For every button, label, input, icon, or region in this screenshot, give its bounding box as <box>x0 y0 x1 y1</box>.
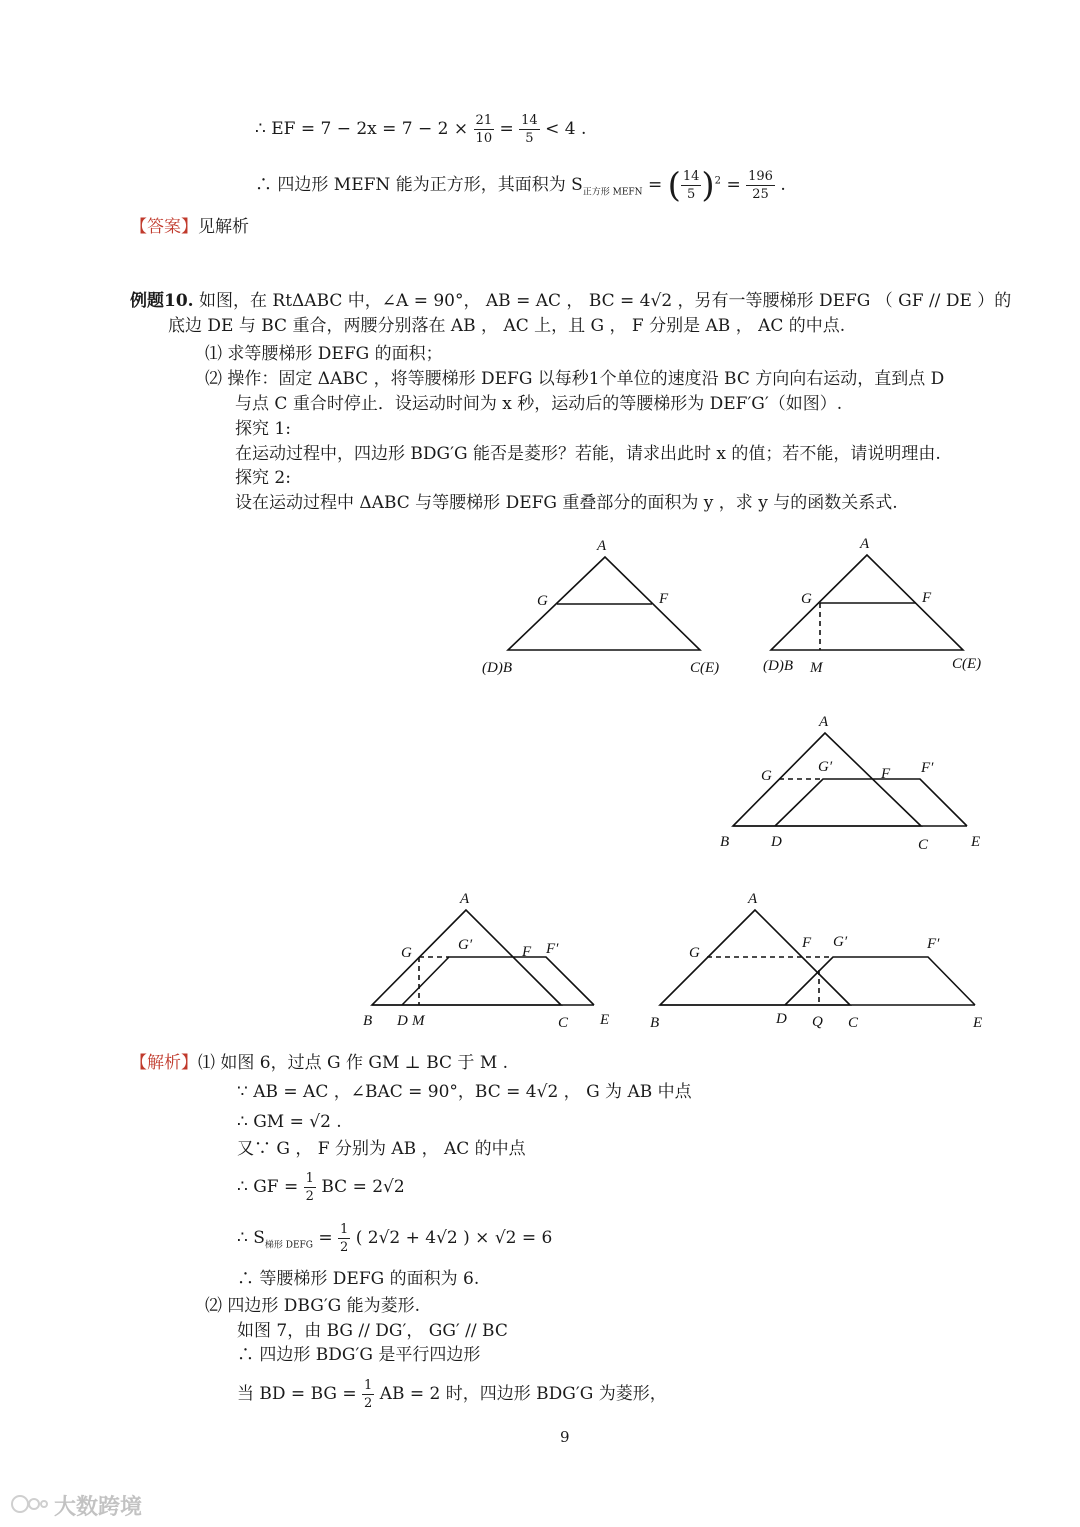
fig2-label-c: C(E) <box>952 656 982 672</box>
fig1-label-a: A <box>597 538 607 554</box>
answer-tag: 【答案】 <box>130 217 198 237</box>
fig4-label-g: G <box>401 945 412 961</box>
fig3-label-b: B <box>720 834 730 850</box>
solution-line-6: ∴ $S_{梯形 DEFG}$ = $\frac{1}{2}$ ( 2√2 + 4√2 ) × √2 = 6 <box>237 1222 553 1255</box>
figure-1 <box>482 538 719 676</box>
prev-square-line: ∴ 四边形 MEFN 能为正方形，其面积为 $S_{正方形 MEFN}$ = ( $\frac{14}{5}$ )$^2$ = $\frac{196}{25}$ . <box>255 165 786 206</box>
page-number: 9 <box>560 1428 570 1446</box>
figure-3 <box>720 714 980 853</box>
fig3-trapezoid <box>775 779 967 826</box>
fig5-label-f2: F′ <box>927 936 940 952</box>
fig2-label-g: G <box>801 591 812 607</box>
solution-line-2: ∵ AB = AC ，∠BAC = 90°，BC = 4√2 ， G 为 AB 中点 <box>237 1082 692 1102</box>
prev-ef-fraction-2: $\frac{14}{5}$ <box>521 113 538 146</box>
watermark-text: 大数跨境 <box>54 1495 143 1520</box>
fig5-trapezoid <box>785 957 975 1005</box>
fig3-label-g2: G′ <box>818 759 833 775</box>
solution-line-4: 又∵ G ， F 分别为 AB ， AC 的中点 <box>237 1139 526 1159</box>
fig5-label-c: C <box>848 1015 859 1031</box>
fig2-label-m: M <box>810 660 823 676</box>
fig5-label-q: Q <box>812 1014 823 1030</box>
answer-text: 见解析 <box>198 217 249 237</box>
fig3-label-a: A <box>819 714 829 730</box>
fig5-label-b: B <box>650 1015 660 1031</box>
fig5-label-a: A <box>748 891 758 907</box>
fig5-label-f: F <box>802 935 812 951</box>
fig4-label-e: E <box>600 1012 610 1028</box>
watermark <box>10 1490 142 1521</box>
solution-line-3: ∴ GM = √2 . <box>237 1112 342 1132</box>
fig4-label-c: C <box>558 1015 569 1031</box>
problem-line-2: 底边 DE 与 BC 重合，两腰分别落在 AB ， AC 上，且 G ， F 分别是 AB ， AC 的中点. <box>168 316 846 336</box>
watermark-logo-icon <box>10 1492 50 1520</box>
figure-2 <box>763 536 981 676</box>
solution-line-5: ∴ GF = $\frac{1}{2}$ BC = 2√2 <box>237 1171 405 1204</box>
fig4-label-b: B <box>363 1013 373 1029</box>
fig1-label-f: F <box>659 591 669 607</box>
fig5-label-g2: G′ <box>833 934 848 950</box>
fig1-label-b: (D)B <box>482 660 512 676</box>
fig4-label-m: M <box>412 1013 425 1029</box>
problem-label: 例题10. <box>130 291 194 311</box>
question-2-line-1: ⑵ 操作：固定 ΔABC ，将等腰梯形 DEFG 以每秒1个单位的速度沿 BC 方向向右运动，直到点 D <box>205 369 945 389</box>
solution-line-10: ∴ 四边形 BDG′G 是平行四边形 <box>237 1345 481 1365</box>
prev-square-fraction: $\frac{14}{5}$ <box>682 169 700 202</box>
figure-4 <box>363 891 609 1031</box>
fig2-label-a: A <box>860 536 870 552</box>
explore-2-title: 探究 2: <box>235 468 291 488</box>
solution-half-fraction-1: $\frac{1}{2}$ <box>305 1171 314 1204</box>
solution-line-9: 如图 7，由 BG // DG′， GG′ // BC <box>237 1321 508 1341</box>
solution-line-8: ⑵ 四边形 DBG′G 能为菱形. <box>205 1296 421 1316</box>
fig5-label-g: G <box>689 945 700 961</box>
fig2-label-f: F <box>922 590 932 606</box>
problem-text-1: 如图，在 RtΔABC 中，∠A = 90°， AB = AC ， BC = 4√2 ，另有一等腰梯形 DEFG （ GF // DE ）的 <box>198 291 1012 311</box>
prev-ef-fraction-1: $\frac{21}{10}$ <box>475 113 493 146</box>
solution-line-11: 当 BD = BG = $\frac{1}{2}$ AB = 2 时，四边形 BDG′G 为菱形， <box>237 1378 667 1411</box>
fig1-label-c: C(E) <box>690 660 720 676</box>
prev-square-result: $\frac{196}{25}$ <box>748 169 773 202</box>
explore-1-title: 探究 1: <box>235 419 291 439</box>
fig3-label-d: D <box>771 834 782 850</box>
figure-5 <box>650 891 982 1031</box>
solution-line-7: ∴ 等腰梯形 DEFG 的面积为 6. <box>237 1269 480 1289</box>
solution-line-1: 【解析】⑴ 如图 6，过点 G 作 GM ⊥ BC 于 M . <box>130 1053 509 1073</box>
solution-half-fraction-2: $\frac{1}{2}$ <box>340 1222 349 1255</box>
fig4-label-g2: G′ <box>458 937 473 953</box>
fig4-label-a: A <box>460 891 470 907</box>
solution-half-fraction-3: $\frac{1}{2}$ <box>364 1378 373 1411</box>
fig3-label-g: G <box>761 768 772 784</box>
question-1: ⑴ 求等腰梯形 DEFG 的面积； <box>205 344 443 364</box>
question-2-line-2: 与点 C 重合时停止．设运动时间为 x 秒，运动后的等腰梯形为 DEF′G′（如图）. <box>235 394 843 414</box>
fig3-label-f: F <box>881 766 891 782</box>
fig3-label-c: C <box>918 837 929 853</box>
fig4-label-d: D <box>397 1013 408 1029</box>
fig5-label-d: D <box>776 1011 787 1027</box>
fig4-trapezoid <box>402 957 594 1005</box>
fig4-label-f2: F′ <box>546 941 559 957</box>
fig1-label-g: G <box>537 593 548 609</box>
prev-ef-text: ∴ EF = 7 − 2x = 7 − 2 × <box>255 119 469 139</box>
explore-1-text: 在运动过程中，四边形 BDG′G 能否是菱形？若能，请求出此时 x 的值；若不能，请说明理由. <box>235 444 941 464</box>
solution-tag: 【解析】 <box>130 1053 198 1073</box>
prev-ef-line: ∴ EF = 7 − 2x = 7 − 2 × $\frac{21}{10}$ = $\frac{14}{5}$ < 4 . <box>255 113 587 146</box>
fig3-label-f2: F′ <box>921 760 934 776</box>
fig3-label-e: E <box>971 834 981 850</box>
explore-2-text: 设在运动过程中 ΔABC 与等腰梯形 DEFG 重叠部分的面积为 y ，求 y 与的函数关系式. <box>235 493 898 513</box>
fig5-label-e: E <box>973 1015 983 1031</box>
fig2-label-b: (D)B <box>763 658 793 674</box>
fig4-label-f: F <box>522 944 532 960</box>
